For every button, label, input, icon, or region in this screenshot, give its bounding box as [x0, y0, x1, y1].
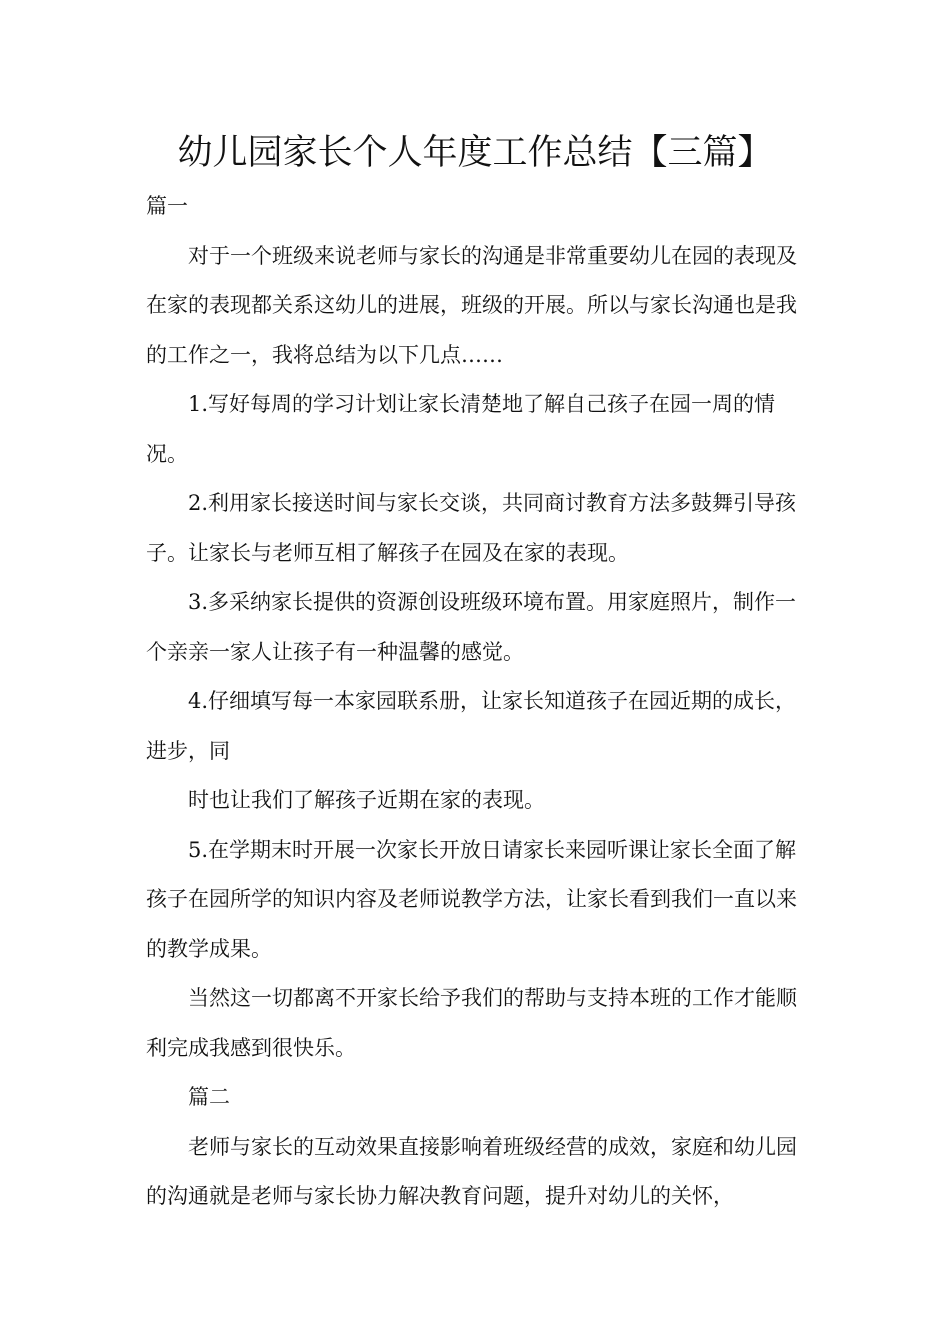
list-item: 4.仔细填写每一本家园联系册，让家长知道孩子在园近期的成长，进步，同: [146, 689, 797, 763]
document-title: 幼儿园家长个人年度工作总结【三篇】: [177, 133, 773, 173]
section-heading-2: 篇二: [188, 1085, 230, 1109]
paragraph: 老师与家长的互动效果直接影响着班级经营的成效，家庭和幼儿园的沟通就是老师与家长协力解决教育问题，提升对幼儿的关怀，: [146, 1134, 797, 1208]
list-item: 1.写好每周的学习计划让家长清楚地了解自己孩子在园一周的情况。: [146, 392, 776, 466]
list-item: 2.利用家长接送时间与家长交谈，共同商讨教育方法多鼓舞引导孩子。让家长与老师互相了解孩子在园及在家的表现。: [146, 491, 797, 565]
document-body: [146, 182, 811, 1222]
paragraph: 对于一个班级来说老师与家长的沟通是非常重要幼儿在园的表现及在家的表现都关系这幼儿的进展，班级的开展。所以与家长沟通也是我的工作之一，我将总结为以下几点……: [146, 243, 797, 367]
list-item: 5.在学期末时开展一次家长开放日请家长来园听课让家长全面了解孩子在园所学的知识内容及老师说教学方法，让家长看到我们一直以来的教学成果。: [146, 837, 797, 961]
section-heading-1: 篇一: [146, 194, 188, 218]
paragraph: 时也让我们了解孩子近期在家的表现。: [188, 788, 545, 812]
list-item: 3.多采纳家长提供的资源创设班级环境布置。用家庭照片，制作一个亲亲一家人让孩子有一种温馨的感觉。: [146, 590, 797, 664]
paragraph: 当然这一切都离不开家长给予我们的帮助与支持本班的工作才能顺利完成我感到很快乐。: [146, 986, 797, 1060]
